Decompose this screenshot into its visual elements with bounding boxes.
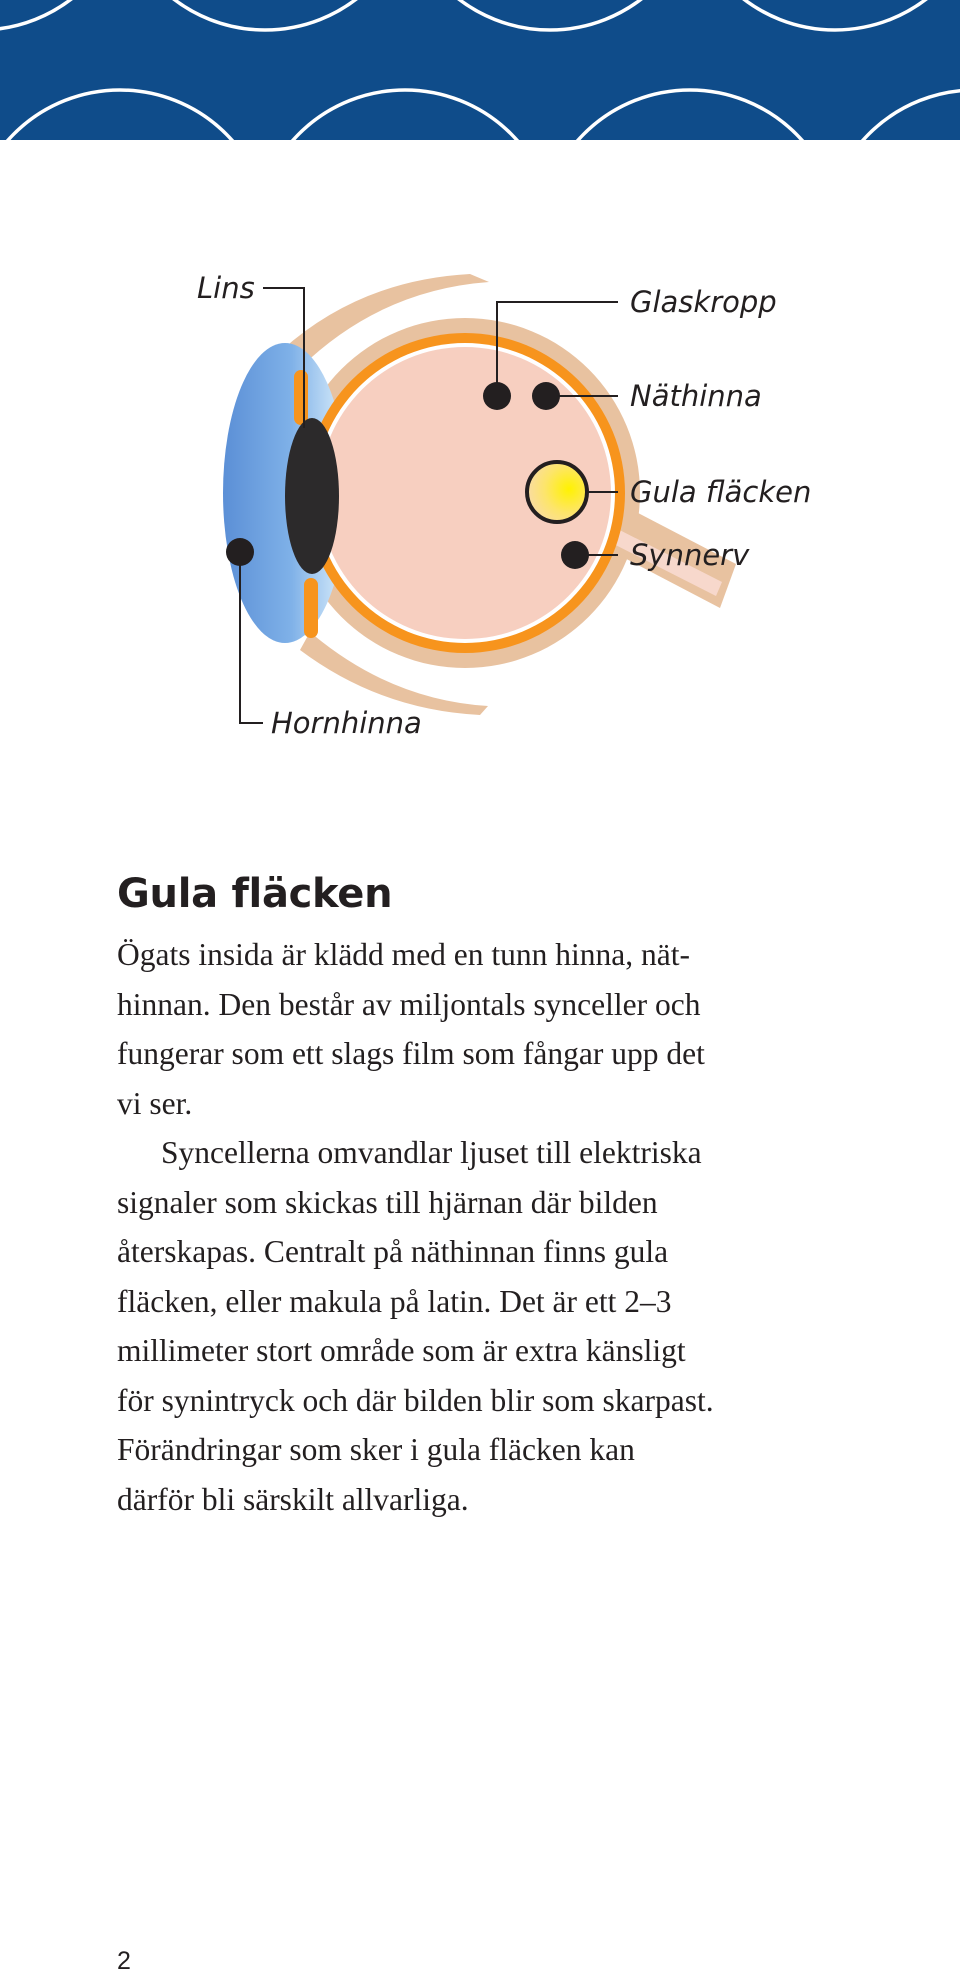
text-line: Syncellerna omvandlar ljuset till elektriska: [161, 1135, 702, 1170]
header-band-background: [0, 0, 960, 140]
ciliary-body-lower: [304, 578, 318, 638]
hornhinna-marker-dot: [226, 538, 254, 566]
label-nathinna: Näthinna: [630, 379, 762, 413]
label-synnerv: Synnerv: [630, 538, 750, 572]
synnerv-marker-dot: [561, 541, 589, 569]
text-line: Ögats insida är klädd med en tunn hinna, nät-: [117, 937, 690, 972]
text-line: fungerar som ett slags film som fångar upp det: [117, 1036, 705, 1071]
ciliary-body-upper: [294, 370, 308, 425]
lens: [285, 418, 339, 574]
paragraph-1: [117, 930, 857, 1128]
text-line: fläcken, eller makula på latin. Det är ett 2–3: [117, 1283, 672, 1319]
text-line: för synintryck och där bilden blir som skarpast.: [117, 1382, 714, 1418]
article-section: [117, 866, 857, 1524]
macula-marker: [527, 462, 587, 522]
eye-anatomy-diagram: [0, 260, 960, 760]
nathinna-marker-dot: [532, 382, 560, 410]
text-line: därför bli särskilt allvarliga.: [117, 1481, 469, 1517]
text-line: signaler som skickas till hjärnan där bilden: [117, 1184, 658, 1220]
label-lins: Lins: [197, 271, 255, 305]
text-line: återskapas. Centralt på näthinnan finns gula: [117, 1234, 669, 1269]
section-title: Gula fläcken: [117, 871, 393, 917]
label-gula-flacken: Gula fläcken: [630, 475, 812, 509]
text-line: Förändringar som sker i gula fläcken kan: [117, 1432, 635, 1467]
text-line: millimeter stort område som är extra känsligt: [117, 1333, 686, 1368]
glaskropp-marker-dot: [483, 382, 511, 410]
paragraph-2: [117, 1128, 857, 1524]
label-hornhinna: Hornhinna: [271, 706, 422, 740]
decorative-header-band: [0, 0, 960, 140]
text-line: hinnan. Den består av miljontals synceller och: [117, 986, 701, 1022]
label-glaskropp: Glaskropp: [630, 285, 777, 319]
page-number: 2: [117, 1947, 131, 1975]
text-line: vi ser.: [117, 1085, 193, 1121]
